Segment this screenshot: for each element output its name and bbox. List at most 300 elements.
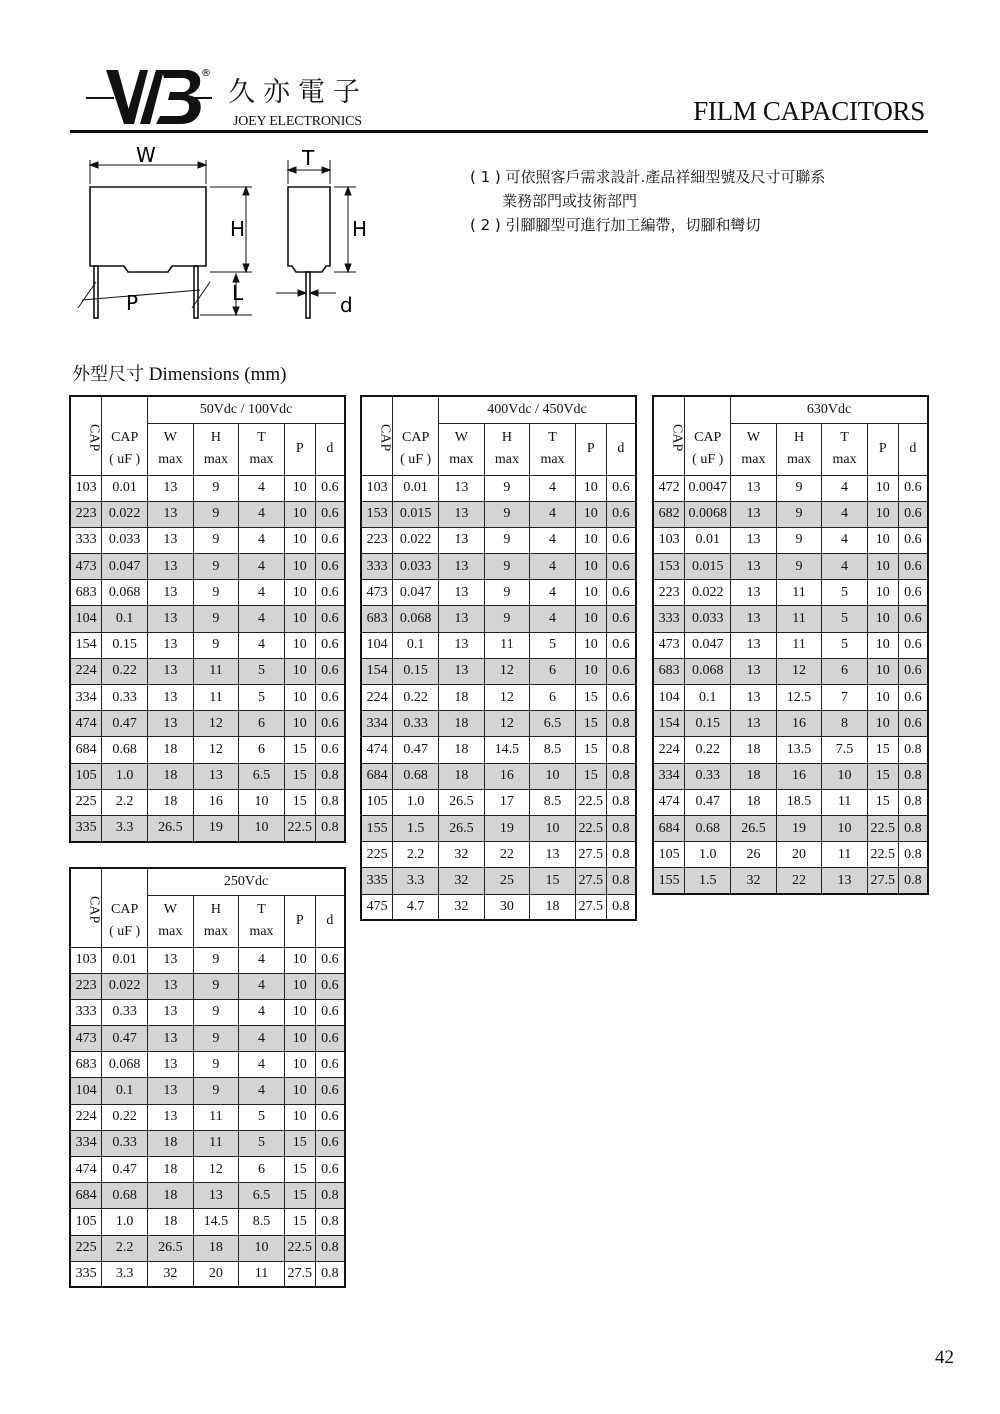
cell-lead-diameter: 0.8 xyxy=(606,763,636,789)
cell-height: 22 xyxy=(484,842,530,868)
cell-pitch: 27.5 xyxy=(284,1261,315,1287)
table-row xyxy=(70,632,345,658)
cell-capacitance: 0.022 xyxy=(685,580,731,606)
cell-capacitance: 0.68 xyxy=(685,815,731,841)
cell-height: 9 xyxy=(776,501,822,527)
cell-capacitance: 0.068 xyxy=(393,606,439,632)
cell-thickness: 6 xyxy=(239,711,285,737)
cell-lead-diameter: 0.8 xyxy=(315,815,345,841)
cell-cap-code: 155 xyxy=(653,868,685,894)
cell-thickness: 4 xyxy=(239,999,285,1025)
cell-height: 9 xyxy=(484,475,530,501)
cell-lead-diameter: 0.6 xyxy=(315,1026,345,1052)
col-w-max: max xyxy=(741,452,766,467)
cell-width: 13 xyxy=(148,606,194,632)
cell-pitch: 15 xyxy=(284,1130,315,1156)
cell-pitch: 10 xyxy=(284,1104,315,1130)
cell-pitch: 15 xyxy=(867,737,898,763)
cell-height: 19 xyxy=(484,815,530,841)
col-cap xyxy=(102,423,148,475)
cell-pitch: 10 xyxy=(575,475,606,501)
cell-thickness: 4 xyxy=(239,632,285,658)
col-t xyxy=(530,423,576,475)
cell-thickness: 4 xyxy=(239,973,285,999)
cell-pitch: 10 xyxy=(284,1078,315,1104)
cell-height: 9 xyxy=(193,1052,239,1078)
cell-width: 13 xyxy=(148,1104,194,1130)
col-cap-unit: ( uF ) xyxy=(400,451,432,467)
col-cap xyxy=(102,895,148,947)
col-w xyxy=(439,423,485,475)
cell-cap-code: 333 xyxy=(361,554,393,580)
cell-cap-code: 335 xyxy=(361,868,393,894)
cell-thickness: 4 xyxy=(530,580,576,606)
cell-lead-diameter: 0.6 xyxy=(315,1157,345,1183)
cell-height: 25 xyxy=(484,868,530,894)
col-p: P xyxy=(284,895,315,947)
cell-lead-diameter: 0.6 xyxy=(315,973,345,999)
cell-cap-code: 474 xyxy=(70,711,102,737)
table-row xyxy=(70,1157,345,1183)
cell-cap-code: 475 xyxy=(361,894,393,920)
cell-thickness: 18 xyxy=(530,894,576,920)
cell-width: 26.5 xyxy=(731,815,777,841)
table-row xyxy=(70,1026,345,1052)
table-row xyxy=(361,527,636,553)
table-row xyxy=(70,527,345,553)
cell-pitch: 10 xyxy=(575,658,606,684)
cell-cap-code: 104 xyxy=(653,685,685,711)
table-400-450vdc xyxy=(360,395,637,921)
table-row xyxy=(653,606,928,632)
cell-lead-diameter: 0.6 xyxy=(898,658,928,684)
cell-cap-code: 223 xyxy=(70,501,102,527)
cap-head-spacer xyxy=(685,396,731,423)
table-row xyxy=(70,763,345,789)
cell-height: 13.5 xyxy=(776,737,822,763)
cell-cap-code: 154 xyxy=(653,711,685,737)
company-logo xyxy=(84,62,214,132)
cell-width: 13 xyxy=(148,554,194,580)
table-row xyxy=(361,606,636,632)
cell-cap-code: 684 xyxy=(70,737,102,763)
col-w-label: W xyxy=(746,430,761,445)
cell-lead-diameter: 0.6 xyxy=(315,947,345,973)
cell-cap-code: 474 xyxy=(653,789,685,815)
table-row xyxy=(653,632,928,658)
cell-thickness: 4 xyxy=(239,501,285,527)
cell-height: 13 xyxy=(193,1183,239,1209)
cell-height: 9 xyxy=(193,1078,239,1104)
col-t-label: T xyxy=(257,902,266,917)
cell-height: 9 xyxy=(484,527,530,553)
registered-mark: ® xyxy=(201,68,211,79)
table-row xyxy=(361,789,636,815)
col-t-max: max xyxy=(540,452,565,467)
cell-capacitance: 1.0 xyxy=(685,842,731,868)
brand-name-english: JOEY ELECTRONICS xyxy=(233,114,362,129)
cell-height: 9 xyxy=(484,554,530,580)
cell-cap-code: 224 xyxy=(361,685,393,711)
table-row xyxy=(653,842,928,868)
col-cap-unit: ( uF ) xyxy=(109,451,141,467)
cell-lead-diameter: 0.6 xyxy=(315,475,345,501)
col-w-max: max xyxy=(449,452,474,467)
cell-capacitance: 0.0068 xyxy=(685,501,731,527)
col-cap-label: CAP xyxy=(402,429,430,445)
cell-thickness: 5 xyxy=(239,658,285,684)
col-w-label: W xyxy=(163,902,177,917)
cell-capacitance: 0.68 xyxy=(393,763,439,789)
cell-width: 13 xyxy=(439,580,485,606)
cell-cap-code: 333 xyxy=(70,999,102,1025)
cap-head-spacer xyxy=(102,396,148,423)
cell-cap-code: 473 xyxy=(653,632,685,658)
cell-width: 18 xyxy=(731,763,777,789)
cell-lead-diameter: 0.6 xyxy=(606,658,636,684)
cell-width: 18 xyxy=(148,737,194,763)
cell-cap-code: 153 xyxy=(361,501,393,527)
table-row xyxy=(70,1052,345,1078)
cell-cap-code: 683 xyxy=(70,580,102,606)
table-row xyxy=(653,815,928,841)
table-row xyxy=(70,1183,345,1209)
cell-lead-diameter: 0.8 xyxy=(606,815,636,841)
front-dimension-lines xyxy=(78,160,252,315)
cell-thickness: 4 xyxy=(822,475,868,501)
cell-lead-diameter: 0.6 xyxy=(315,1052,345,1078)
cell-thickness: 4 xyxy=(530,606,576,632)
cell-lead-diameter: 0.8 xyxy=(606,711,636,737)
cell-capacitance: 0.022 xyxy=(393,527,439,553)
cell-height: 11 xyxy=(484,632,530,658)
cell-thickness: 10 xyxy=(530,763,576,789)
cell-lead-diameter: 0.6 xyxy=(315,606,345,632)
cell-thickness: 4 xyxy=(239,947,285,973)
cell-width: 13 xyxy=(439,658,485,684)
cell-capacitance: 0.15 xyxy=(685,711,731,737)
cell-capacitance: 3.3 xyxy=(102,1261,148,1287)
cell-lead-diameter: 0.6 xyxy=(898,501,928,527)
cell-pitch: 15 xyxy=(575,763,606,789)
table-row xyxy=(653,580,928,606)
cell-width: 13 xyxy=(148,501,194,527)
label-d: d xyxy=(340,293,353,317)
table-630vdc xyxy=(652,395,929,895)
cell-cap-code: 105 xyxy=(70,763,102,789)
cell-height: 9 xyxy=(484,580,530,606)
cell-height: 18 xyxy=(193,1235,239,1261)
cell-width: 26.5 xyxy=(439,789,485,815)
table-row xyxy=(70,685,345,711)
cell-width: 13 xyxy=(148,632,194,658)
col-t xyxy=(239,423,285,475)
cell-lead-diameter: 0.6 xyxy=(315,580,345,606)
cell-pitch: 10 xyxy=(867,632,898,658)
col-h-label: H xyxy=(501,430,512,445)
cell-cap-code: 105 xyxy=(70,1209,102,1235)
cell-width: 18 xyxy=(439,763,485,789)
cell-width: 13 xyxy=(439,632,485,658)
cell-height: 12 xyxy=(484,658,530,684)
cell-pitch: 15 xyxy=(867,763,898,789)
cell-cap-code: 103 xyxy=(361,475,393,501)
cell-pitch: 15 xyxy=(575,711,606,737)
cell-cap-code: 684 xyxy=(70,1183,102,1209)
cell-lead-diameter: 0.8 xyxy=(315,1235,345,1261)
cell-cap-code: 224 xyxy=(653,737,685,763)
cell-cap-code: 474 xyxy=(70,1157,102,1183)
cell-capacitance: 0.01 xyxy=(685,527,731,553)
table-row xyxy=(361,685,636,711)
table-row xyxy=(70,789,345,815)
cell-pitch: 10 xyxy=(284,999,315,1025)
header-row xyxy=(70,895,345,947)
cell-lead-diameter: 0.6 xyxy=(898,711,928,737)
cell-lead-diameter: 0.6 xyxy=(315,632,345,658)
cell-width: 13 xyxy=(731,527,777,553)
cell-thickness: 13 xyxy=(822,868,868,894)
table-row xyxy=(70,1209,345,1235)
col-t-max: max xyxy=(832,452,857,467)
cell-width: 18 xyxy=(148,1157,194,1183)
cell-thickness: 4 xyxy=(822,501,868,527)
cell-lead-diameter: 0.6 xyxy=(898,606,928,632)
cell-lead-diameter: 0.8 xyxy=(898,789,928,815)
voltage-label: 630Vdc xyxy=(731,396,928,423)
cell-width: 13 xyxy=(731,685,777,711)
cell-cap-code: 474 xyxy=(361,737,393,763)
label-t: T xyxy=(302,146,315,170)
cell-cap-code: 333 xyxy=(70,527,102,553)
cell-width: 13 xyxy=(731,632,777,658)
cell-width: 13 xyxy=(148,999,194,1025)
cell-thickness: 4 xyxy=(530,554,576,580)
cell-lead-diameter: 0.6 xyxy=(315,999,345,1025)
cell-thickness: 15 xyxy=(530,868,576,894)
cap-head-spacer xyxy=(102,868,148,895)
cell-capacitance: 1.0 xyxy=(393,789,439,815)
cell-height: 9 xyxy=(776,527,822,553)
cell-width: 13 xyxy=(731,475,777,501)
cell-capacitance: 3.3 xyxy=(393,868,439,894)
cell-width: 13 xyxy=(731,711,777,737)
cell-height: 9 xyxy=(193,501,239,527)
cell-height: 9 xyxy=(193,475,239,501)
label-h-side: H xyxy=(352,217,368,241)
col-t-label: T xyxy=(840,430,849,445)
cell-lead-diameter: 0.6 xyxy=(315,658,345,684)
col-d: d xyxy=(315,423,345,475)
cell-lead-diameter: 0.6 xyxy=(606,580,636,606)
cell-thickness: 4 xyxy=(239,1026,285,1052)
cell-height: 16 xyxy=(776,763,822,789)
cell-cap-code: 224 xyxy=(70,1104,102,1130)
cell-cap-code: 223 xyxy=(361,527,393,553)
cell-width: 18 xyxy=(439,737,485,763)
cell-pitch: 10 xyxy=(284,947,315,973)
cell-lead-diameter: 0.8 xyxy=(606,842,636,868)
cell-width: 18 xyxy=(439,711,485,737)
cell-cap-code: 104 xyxy=(361,632,393,658)
cell-capacitance: 1.5 xyxy=(685,868,731,894)
cell-pitch: 10 xyxy=(867,658,898,684)
cell-thickness: 11 xyxy=(822,789,868,815)
cell-cap-code: 225 xyxy=(70,789,102,815)
cell-capacitance: 0.33 xyxy=(102,1130,148,1156)
label-w: W xyxy=(136,143,156,167)
cell-pitch: 15 xyxy=(284,1183,315,1209)
table-row xyxy=(653,711,928,737)
cell-width: 18 xyxy=(439,685,485,711)
voltage-row xyxy=(361,396,636,423)
cell-thickness: 6 xyxy=(530,658,576,684)
cell-width: 13 xyxy=(148,580,194,606)
cell-cap-code: 473 xyxy=(70,1026,102,1052)
cell-height: 9 xyxy=(193,999,239,1025)
col-h-max: max xyxy=(786,452,812,467)
cell-cap-code: 684 xyxy=(653,815,685,841)
cell-pitch: 10 xyxy=(575,632,606,658)
col-d: d xyxy=(315,895,345,947)
table-row xyxy=(70,580,345,606)
cell-thickness: 4 xyxy=(530,527,576,553)
cell-capacitance: 0.15 xyxy=(102,632,148,658)
cell-pitch: 15 xyxy=(575,737,606,763)
cell-pitch: 22.5 xyxy=(575,815,606,841)
cell-width: 13 xyxy=(731,606,777,632)
cell-height: 9 xyxy=(484,606,530,632)
cell-pitch: 10 xyxy=(575,606,606,632)
cell-pitch: 22.5 xyxy=(284,815,315,841)
voltage-label: 50Vdc / 100Vdc xyxy=(148,396,345,423)
cell-thickness: 4 xyxy=(530,475,576,501)
cell-lead-diameter: 0.6 xyxy=(315,554,345,580)
cell-cap-code: 224 xyxy=(70,658,102,684)
cell-capacitance: 0.1 xyxy=(102,1078,148,1104)
cell-height: 19 xyxy=(193,815,239,841)
col-h-label: H xyxy=(210,430,221,445)
cell-lead-diameter: 0.6 xyxy=(315,1078,345,1104)
cell-thickness: 5 xyxy=(822,580,868,606)
cell-pitch: 10 xyxy=(867,685,898,711)
cell-height: 9 xyxy=(484,501,530,527)
table-row xyxy=(653,658,928,684)
cell-capacitance: 0.22 xyxy=(393,685,439,711)
cell-height: 11 xyxy=(193,1130,239,1156)
cell-lead-diameter: 0.6 xyxy=(315,527,345,553)
cell-lead-diameter: 0.8 xyxy=(315,763,345,789)
cell-pitch: 10 xyxy=(284,527,315,553)
cell-thickness: 10 xyxy=(822,763,868,789)
cell-thickness: 7 xyxy=(822,685,868,711)
cell-height: 9 xyxy=(193,632,239,658)
table-row xyxy=(70,1261,345,1287)
col-cap-unit: ( uF ) xyxy=(109,923,141,939)
cell-cap-code: 682 xyxy=(653,501,685,527)
cell-height: 16 xyxy=(193,789,239,815)
cell-lead-diameter: 0.6 xyxy=(606,632,636,658)
cell-height: 17 xyxy=(484,789,530,815)
cell-capacitance: 0.33 xyxy=(685,763,731,789)
cell-pitch: 15 xyxy=(284,737,315,763)
cell-pitch: 10 xyxy=(284,1026,315,1052)
cell-capacitance: 0.22 xyxy=(102,1104,148,1130)
col-h xyxy=(193,895,239,947)
cell-width: 13 xyxy=(148,1052,194,1078)
cell-thickness: 4 xyxy=(239,606,285,632)
cell-thickness: 4 xyxy=(239,1078,285,1104)
cell-height: 12.5 xyxy=(776,685,822,711)
cell-thickness: 6 xyxy=(239,1157,285,1183)
cell-cap-code: 334 xyxy=(70,685,102,711)
cell-pitch: 10 xyxy=(284,501,315,527)
label-p: P xyxy=(126,291,139,315)
cell-capacitance: 0.0047 xyxy=(685,475,731,501)
table-row xyxy=(653,868,928,894)
cell-height: 12 xyxy=(484,711,530,737)
col-cap-label: CAP xyxy=(694,429,722,445)
cell-height: 9 xyxy=(776,475,822,501)
cell-capacitance: 0.47 xyxy=(393,737,439,763)
cell-cap-code: 333 xyxy=(653,606,685,632)
cell-cap-code: 684 xyxy=(361,763,393,789)
col-w xyxy=(731,423,777,475)
cell-height: 9 xyxy=(193,606,239,632)
col-t-label: T xyxy=(548,430,557,445)
table-row xyxy=(70,1130,345,1156)
cell-thickness: 4 xyxy=(822,554,868,580)
cell-cap-code: 334 xyxy=(653,763,685,789)
cell-width: 13 xyxy=(148,947,194,973)
col-cap-label: CAP xyxy=(111,429,139,445)
cell-height: 14.5 xyxy=(193,1209,239,1235)
cell-height: 22 xyxy=(776,868,822,894)
cell-thickness: 6 xyxy=(239,737,285,763)
cell-lead-diameter: 0.6 xyxy=(898,580,928,606)
cell-capacitance: 2.2 xyxy=(393,842,439,868)
cell-cap-code: 335 xyxy=(70,815,102,841)
table-row xyxy=(70,606,345,632)
table-row xyxy=(70,658,345,684)
cell-pitch: 27.5 xyxy=(575,842,606,868)
table-row xyxy=(70,815,345,841)
cell-thickness: 6 xyxy=(530,685,576,711)
cell-height: 11 xyxy=(193,1104,239,1130)
cell-lead-diameter: 0.6 xyxy=(898,554,928,580)
cell-lead-diameter: 0.8 xyxy=(898,763,928,789)
cell-thickness: 11 xyxy=(239,1261,285,1287)
cell-capacitance: 0.33 xyxy=(393,711,439,737)
cell-lead-diameter: 0.8 xyxy=(898,868,928,894)
cell-pitch: 10 xyxy=(284,632,315,658)
cell-capacitance: 0.033 xyxy=(393,554,439,580)
cell-width: 13 xyxy=(148,527,194,553)
cell-lead-diameter: 0.6 xyxy=(606,527,636,553)
cell-width: 13 xyxy=(148,658,194,684)
col-h xyxy=(193,423,239,475)
cell-thickness: 4 xyxy=(822,527,868,553)
cell-thickness: 6.5 xyxy=(239,763,285,789)
cell-capacitance: 0.068 xyxy=(102,580,148,606)
table-row xyxy=(361,842,636,868)
cell-thickness: 4 xyxy=(239,1052,285,1078)
cell-thickness: 8 xyxy=(822,711,868,737)
cell-cap-code: 472 xyxy=(653,475,685,501)
cell-pitch: 10 xyxy=(867,711,898,737)
cell-thickness: 4 xyxy=(239,475,285,501)
cell-cap-code: 103 xyxy=(653,527,685,553)
